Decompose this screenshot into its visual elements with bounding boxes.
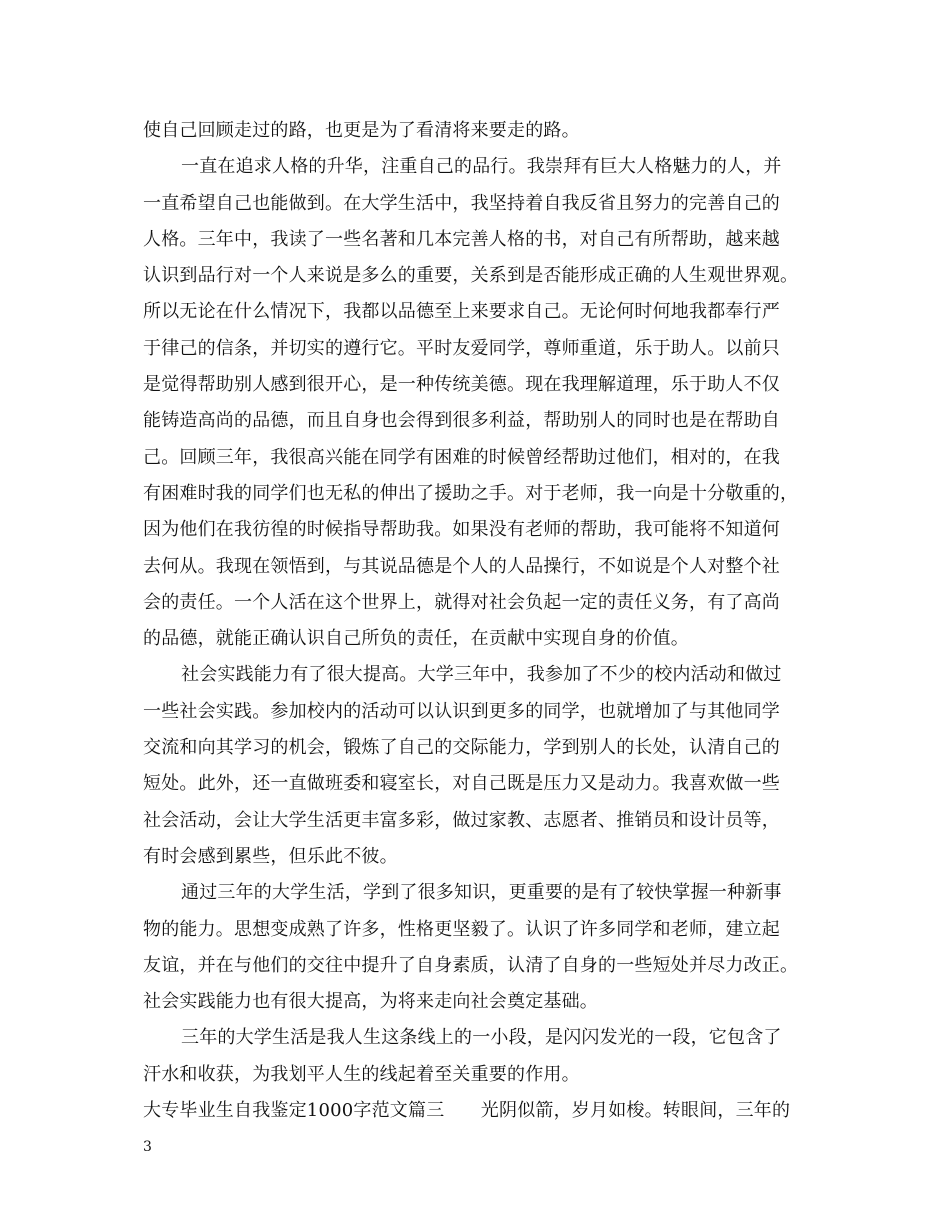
- text-line: 一些社会实践。参加校内的活动可以认识到更多的同学，也就增加了与其他同学: [143, 700, 780, 722]
- paragraph-start-line: 一直在追求人格的升华，注重自己的品行。我崇拜有巨大人格魅力的人，并: [181, 156, 782, 178]
- text-line: 己。回顾三年，我很高兴能在同学有困难的时候曾经帮助过他们，相对的，在我: [143, 446, 780, 468]
- text-line: 能铸造高尚的品德，而且自身也会得到很多利益，帮助别人的同时也是在帮助自: [143, 410, 780, 432]
- text-line: 有困难时我的同学们也无私的伸出了援助之手。对于老师，我一向是十分敬重的，: [143, 482, 799, 504]
- text-line: 交流和向其学习的机会，锻炼了自己的交际能力，学到别人的长处，认清自己的: [143, 737, 780, 759]
- text-line: 一直希望自己也能做到。在大学生活中，我坚持着自我反省且努力的完善自己的: [143, 192, 780, 214]
- text-line: 人格。三年中，我读了一些名著和几本完善人格的书，对自己有所帮助，越来越: [143, 228, 780, 250]
- paragraph-start-line: 通过三年的大学生活，学到了很多知识，更重要的是有了较快掌握一种新事: [181, 882, 782, 904]
- text-line: 会的责任。一个人活在这个世界上，就得对社会负起一定的责任义务，有了高尚: [143, 591, 780, 613]
- text-line: 社会活动，会让大学生活更丰富多彩，做过家教、志愿者、推销员和设计员等，: [143, 809, 780, 831]
- text-line: 物的能力。思想变成熟了许多，性格更坚毅了。认识了许多同学和老师，建立起: [143, 918, 780, 940]
- page-number: 3: [143, 1139, 152, 1155]
- text-line: 社会实践能力也有很大提高，为将来走向社会奠定基础。: [143, 991, 598, 1013]
- text-line: 是觉得帮助别人感到很开心，是一种传统美德。现在我理解道理，乐于助人不仅: [143, 374, 780, 396]
- text-line: 认识到品行对一个人来说是多么的重要，关系到是否能形成正确的人生观世界观。: [143, 265, 799, 287]
- text-line: 有时会感到累些，但乐此不彼。: [143, 845, 398, 867]
- paragraph-start-line: 社会实践能力有了很大提高。大学三年中，我参加了不少的校内活动和做过: [181, 664, 782, 686]
- text-line: 友谊，并在与他们的交往中提升了自身素质，认清了自身的一些短处并尽力改正。: [143, 954, 799, 976]
- text-line: 使自己回顾走过的路，也更是为了看清将来要走的路。: [143, 120, 580, 141]
- section-heading-line: 大专毕业生自我鉴定1000字范文篇三 光阴似箭，岁月如梭。转眼间，三年的: [143, 1100, 791, 1122]
- text-line: 所以无论在什么情况下，我都以品德至上来要求自己。无论何时何地我都奉行严: [143, 301, 780, 323]
- text-line: 去何从。我现在领悟到，与其说品德是个人的人品操行，不如说是个人对整个社: [143, 555, 780, 577]
- text-line: 汗水和收获，为我划平人生的线起着至关重要的作用。: [143, 1063, 580, 1085]
- text-line: 短处。此外，还一直做班委和寝室长，对自己既是压力又是动力。我喜欢做一些: [143, 773, 780, 795]
- body-text: [143, 113, 823, 1129]
- text-line: 于律己的信条，并切实的遵行它。平时友爱同学，尊师重道，乐于助人。以前只: [143, 337, 780, 359]
- paragraph-start-line: 三年的大学生活是我人生这条线上的一小段，是闪闪发光的一段，它包含了: [181, 1027, 782, 1049]
- text-line: 因为他们在我彷徨的时候指导帮助我。如果没有老师的帮助，我可能将不知道何: [143, 519, 780, 541]
- text-line: 的品德，就能正确认识自己所负的责任，在贡献中实现自身的价值。: [143, 628, 689, 650]
